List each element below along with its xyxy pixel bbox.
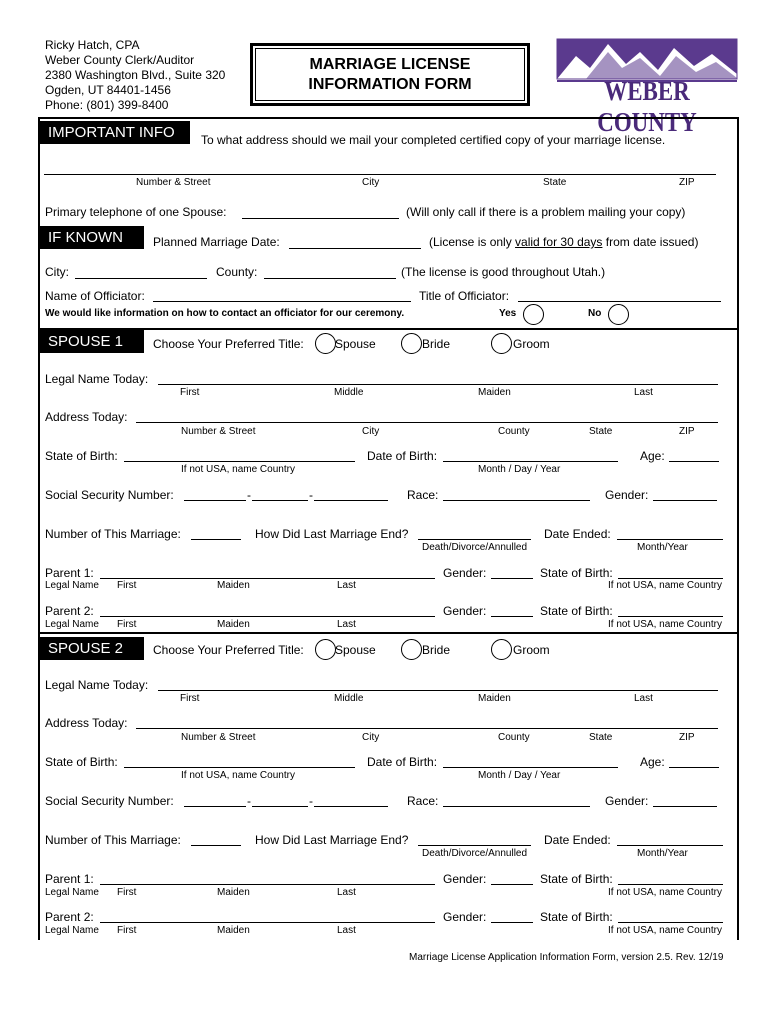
marriage-date-field[interactable] bbox=[289, 248, 421, 249]
mail-question: To what address should we mail your completed certified copy of your marriage license. bbox=[201, 133, 666, 147]
s1-addr-zip: ZIP bbox=[679, 426, 695, 437]
s1-ssn-field-1[interactable] bbox=[184, 500, 246, 501]
s1-ssn-label: Social Security Number: bbox=[45, 488, 174, 502]
s1-dob-field[interactable] bbox=[443, 461, 618, 462]
s1-address-field[interactable] bbox=[136, 422, 718, 423]
s1-p2-sob-label: State of Birth: bbox=[540, 604, 613, 618]
officiator-title-field[interactable] bbox=[518, 301, 721, 302]
s1-parent1-field[interactable] bbox=[100, 578, 435, 579]
important-tag: IMPORTANT INFO bbox=[40, 121, 190, 144]
s2-address-field[interactable] bbox=[136, 728, 718, 729]
no-label: No bbox=[588, 308, 602, 319]
s2-addr-state: State bbox=[589, 732, 613, 743]
county-label: County: bbox=[216, 265, 258, 279]
s2-groom-radio[interactable] bbox=[491, 639, 512, 660]
s1-p2-sob-field[interactable] bbox=[618, 616, 723, 617]
clerk-address bbox=[45, 38, 225, 113]
clerk-name: Ricky Hatch, CPA bbox=[45, 38, 140, 52]
s1-race-label: Race: bbox=[407, 488, 439, 502]
form-title-line1: MARRIAGE LICENSE bbox=[309, 55, 471, 73]
s1-mdy: Month / Day / Year bbox=[478, 464, 561, 475]
valid-note-post: from date issued) bbox=[602, 235, 699, 249]
s2-how-end-field[interactable] bbox=[418, 845, 531, 846]
officiator-label: Name of Officiator: bbox=[45, 289, 145, 303]
s2-p2-maiden: Maiden bbox=[217, 925, 250, 936]
s1-race-field[interactable] bbox=[443, 500, 590, 501]
s2-groom-label: Groom bbox=[513, 643, 550, 657]
s1-p2-last: Last bbox=[337, 619, 356, 630]
addr-label-state: State bbox=[543, 177, 567, 188]
s1-addr-city: City bbox=[362, 426, 380, 437]
phone-note: (Will only call if there is a problem mailing your copy) bbox=[406, 205, 686, 219]
s1-ssn-field-3[interactable] bbox=[314, 500, 388, 501]
s1-state-birth-field[interactable] bbox=[124, 461, 355, 462]
s2-date-ended-field[interactable] bbox=[617, 845, 723, 846]
s1-num-marriage-field[interactable] bbox=[191, 539, 241, 540]
s1-p2-not-usa: If not USA, name Country bbox=[608, 619, 722, 630]
s1-p1-sob-field[interactable] bbox=[618, 578, 723, 579]
s2-name-maiden: Maiden bbox=[478, 693, 511, 704]
s1-name-middle: Middle bbox=[334, 387, 364, 398]
s1-p2-gender-field[interactable] bbox=[491, 616, 533, 617]
city-field[interactable] bbox=[75, 278, 207, 279]
s2-parent2-field[interactable] bbox=[100, 922, 435, 923]
s2-address-label: Address Today: bbox=[45, 716, 128, 730]
s1-legal-name-field[interactable] bbox=[158, 384, 718, 385]
s1-p1-last: Last bbox=[337, 580, 356, 591]
s1-p1-legal: Legal Name bbox=[45, 580, 99, 591]
phone-field[interactable] bbox=[242, 218, 399, 219]
s2-p2-last: Last bbox=[337, 925, 356, 936]
good-note: (The license is good throughout Utah.) bbox=[401, 265, 606, 279]
s1-name-last: Last bbox=[634, 387, 653, 398]
clerk-street: 2380 Washington Blvd., Suite 320 bbox=[45, 68, 226, 82]
s1-not-usa: If not USA, name Country bbox=[181, 464, 295, 475]
marriage-date-label: Planned Marriage Date: bbox=[153, 235, 280, 249]
s1-ssn-dash-2: - bbox=[309, 488, 313, 502]
addr-label-city: City bbox=[362, 177, 380, 188]
yes-label: Yes bbox=[499, 308, 517, 319]
s2-not-usa: If not USA, name Country bbox=[181, 770, 295, 781]
s2-gender-label: Gender: bbox=[605, 794, 649, 808]
s1-addr-county: County bbox=[498, 426, 530, 437]
s1-gender-label: Gender: bbox=[605, 488, 649, 502]
s1-p1-gender-label: Gender: bbox=[443, 566, 487, 580]
s2-ssn-label: Social Security Number: bbox=[45, 794, 174, 808]
s2-name-last: Last bbox=[634, 693, 653, 704]
s2-p1-not-usa: If not USA, name Country bbox=[608, 887, 722, 898]
officiator-field[interactable] bbox=[153, 301, 411, 302]
s2-p1-legal: Legal Name bbox=[45, 887, 99, 898]
s2-month-year: Month/Year bbox=[637, 848, 688, 859]
s1-addr-state: State bbox=[589, 426, 613, 437]
clerk-phone: Phone: (801) 399-8400 bbox=[45, 98, 169, 112]
s1-name-first: First bbox=[180, 387, 200, 398]
s1-parent1-label: Parent 1: bbox=[45, 566, 94, 580]
s1-bride-radio[interactable] bbox=[401, 333, 422, 354]
valid-note-days: valid for 30 days bbox=[515, 235, 603, 249]
s2-date-ended-label: Date Ended: bbox=[544, 833, 611, 847]
valid-note bbox=[429, 235, 698, 249]
officiator-title-label: Title of Officiator: bbox=[419, 289, 510, 303]
s2-p2-gender-label: Gender: bbox=[443, 910, 487, 924]
s2-spouse-label: Spouse bbox=[335, 643, 376, 657]
form-title-box bbox=[250, 43, 530, 106]
s2-p1-sob-label: State of Birth: bbox=[540, 872, 613, 886]
s2-addr-city: City bbox=[362, 732, 380, 743]
s2-addr-county: County bbox=[498, 732, 530, 743]
s1-how-end-label: How Did Last Marriage End? bbox=[255, 527, 409, 541]
s2-gender-field[interactable] bbox=[653, 806, 717, 807]
spouse1-tag: SPOUSE 1 bbox=[40, 330, 144, 353]
s1-p1-not-usa: If not USA, name Country bbox=[608, 580, 722, 591]
form-title-line2: INFORMATION FORM bbox=[308, 75, 472, 93]
s1-parent2-field[interactable] bbox=[100, 616, 435, 617]
s2-p2-legal: Legal Name bbox=[45, 925, 99, 936]
city-label: City: bbox=[45, 265, 69, 279]
s2-p1-maiden: Maiden bbox=[217, 887, 250, 898]
s2-parent2-label: Parent 2: bbox=[45, 910, 94, 924]
valid-note-pre: (License is only bbox=[429, 235, 516, 249]
s2-p1-gender-label: Gender: bbox=[443, 872, 487, 886]
s2-ssn-field-1[interactable] bbox=[184, 806, 246, 807]
s2-legal-name-field[interactable] bbox=[158, 690, 718, 691]
s1-age-field[interactable] bbox=[669, 461, 719, 462]
s1-date-ended-field[interactable] bbox=[617, 539, 723, 540]
s2-p1-last: Last bbox=[337, 887, 356, 898]
s1-groom-radio[interactable] bbox=[491, 333, 512, 354]
s2-ssn-field-3[interactable] bbox=[314, 806, 388, 807]
yes-radio[interactable] bbox=[523, 304, 544, 325]
s2-p2-first: First bbox=[117, 925, 137, 936]
s2-age-field[interactable] bbox=[669, 767, 719, 768]
clerk-city: Ogden, UT 84401-1456 bbox=[45, 83, 171, 97]
s2-p2-gender-field[interactable] bbox=[491, 922, 533, 923]
s1-p2-maiden: Maiden bbox=[217, 619, 250, 630]
s1-spouse-label: Spouse bbox=[335, 337, 376, 351]
s2-age-label: Age: bbox=[640, 755, 665, 769]
s1-ssn-field-2[interactable] bbox=[252, 500, 308, 501]
s1-p1-first: First bbox=[117, 580, 137, 591]
s1-groom-label: Groom bbox=[513, 337, 550, 351]
s2-ssn-dash-1: - bbox=[247, 794, 251, 808]
s2-ddanull: Death/Divorce/Annulled bbox=[422, 848, 528, 859]
footer-version: Marriage License Application Information Form, version 2.5. Rev. 12/19 bbox=[409, 952, 724, 963]
addr-label-zip: ZIP bbox=[679, 177, 695, 188]
ifknown-tag: IF KNOWN bbox=[40, 226, 144, 249]
s1-how-end-field[interactable] bbox=[418, 539, 531, 540]
s2-num-marriage-field[interactable] bbox=[191, 845, 241, 846]
s2-state-birth-label: State of Birth: bbox=[45, 755, 118, 769]
phone-label: Primary telephone of one Spouse: bbox=[45, 205, 227, 219]
mail-address-field[interactable] bbox=[44, 174, 716, 175]
s2-how-end-label: How Did Last Marriage End? bbox=[255, 833, 409, 847]
s2-num-marriage-label: Number of This Marriage: bbox=[45, 833, 181, 847]
s1-ddanull: Death/Divorce/Annulled bbox=[422, 542, 528, 553]
s2-ssn-field-2[interactable] bbox=[252, 806, 308, 807]
s1-address-label: Address Today: bbox=[45, 410, 128, 424]
s1-parent2-label: Parent 2: bbox=[45, 604, 94, 618]
s1-choose-title: Choose Your Preferred Title: bbox=[153, 337, 304, 351]
s1-num-marriage-label: Number of This Marriage: bbox=[45, 527, 181, 541]
no-radio[interactable] bbox=[608, 304, 629, 325]
s2-p2-sob-field[interactable] bbox=[618, 922, 723, 923]
s2-bride-radio[interactable] bbox=[401, 639, 422, 660]
s1-name-maiden: Maiden bbox=[478, 387, 511, 398]
s1-state-birth-label: State of Birth: bbox=[45, 449, 118, 463]
s1-addr-street: Number & Street bbox=[181, 426, 256, 437]
s2-dob-label: Date of Birth: bbox=[367, 755, 438, 769]
s2-p1-sob-field[interactable] bbox=[618, 884, 723, 885]
s1-month-year: Month/Year bbox=[637, 542, 688, 553]
s2-name-first: First bbox=[180, 693, 200, 704]
county-field[interactable] bbox=[264, 278, 396, 279]
s2-mdy: Month / Day / Year bbox=[478, 770, 561, 781]
logo-text: WEBER COUNTY bbox=[597, 76, 697, 137]
s2-p1-first: First bbox=[117, 887, 137, 898]
s1-p2-gender-label: Gender: bbox=[443, 604, 487, 618]
s1-date-ended-label: Date Ended: bbox=[544, 527, 611, 541]
s2-parent1-field[interactable] bbox=[100, 884, 435, 885]
s2-legal-name-label: Legal Name Today: bbox=[45, 678, 149, 692]
officiator-info-question: We would like information on how to contact an officiator for our ceremony. bbox=[45, 308, 405, 319]
s1-dob-label: Date of Birth: bbox=[367, 449, 438, 463]
s2-choose-title: Choose Your Preferred Title: bbox=[153, 643, 304, 657]
s1-p1-maiden: Maiden bbox=[217, 580, 250, 591]
s2-addr-street: Number & Street bbox=[181, 732, 256, 743]
s2-spouse-radio[interactable] bbox=[315, 639, 336, 660]
s2-parent1-label: Parent 1: bbox=[45, 872, 94, 886]
s1-p1-gender-field[interactable] bbox=[491, 578, 533, 579]
s2-p2-not-usa: If not USA, name Country bbox=[608, 925, 722, 936]
s2-state-birth-field[interactable] bbox=[124, 767, 355, 768]
spouse2-tag: SPOUSE 2 bbox=[40, 637, 144, 660]
s2-p2-sob-label: State of Birth: bbox=[540, 910, 613, 924]
s2-dob-field[interactable] bbox=[443, 767, 618, 768]
s2-bride-label: Bride bbox=[422, 643, 451, 657]
s1-legal-name-label: Legal Name Today: bbox=[45, 372, 149, 386]
s2-addr-zip: ZIP bbox=[679, 732, 695, 743]
s1-bride-label: Bride bbox=[422, 337, 451, 351]
s1-p1-sob-label: State of Birth: bbox=[540, 566, 613, 580]
clerk-title: Weber County Clerk/Auditor bbox=[45, 53, 195, 67]
s2-name-middle: Middle bbox=[334, 693, 364, 704]
s2-race-label: Race: bbox=[407, 794, 439, 808]
s2-race-field[interactable] bbox=[443, 806, 590, 807]
s1-p2-first: First bbox=[117, 619, 137, 630]
s1-p2-legal: Legal Name bbox=[45, 619, 99, 630]
s1-gender-field[interactable] bbox=[653, 500, 717, 501]
s2-p1-gender-field[interactable] bbox=[491, 884, 533, 885]
s1-spouse-radio[interactable] bbox=[315, 333, 336, 354]
s1-ssn-dash-1: - bbox=[247, 488, 251, 502]
s1-age-label: Age: bbox=[640, 449, 665, 463]
s2-ssn-dash-2: - bbox=[309, 794, 313, 808]
addr-label-street: Number & Street bbox=[136, 177, 211, 188]
